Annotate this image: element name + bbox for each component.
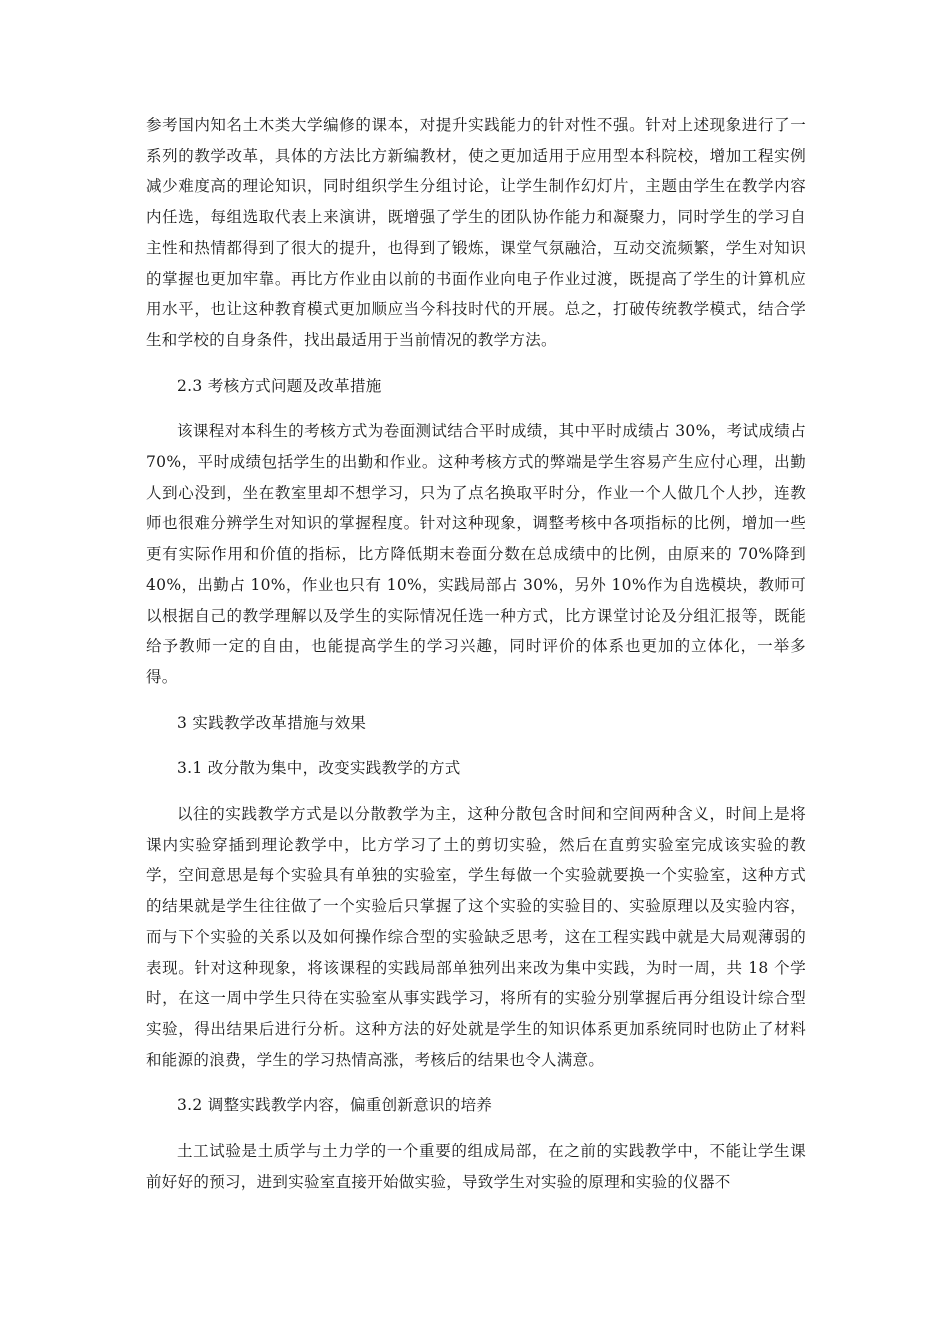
spacer [146, 1121, 806, 1136]
section-heading-3: 3 实践教学改革措施与效果 [177, 713, 367, 732]
spacer [146, 738, 806, 753]
paragraph-teaching-reform: 参考国内知名土木类大学编修的课本，对提升实践能力的针对性不强。针对上述现象进行了一系列的教学改革，具体的方法比方新编教材，使之更加适用于应用型本科院校，增加工程实例减少难度高的理论知识，同时组织学生分组讨论，让学生制作幻灯片，主题由学生在教学内容内任选，每组选取代表上来演讲，既增强了学生的团队协作能力和凝聚力，同时学生的学习自主性和热情都得到了很大的提升，也得到了锻炼，课堂气氛融洽，互动交流频繁，学生对知识的掌握也更加牢靠。再比方作业由以前的书面作业向电子作业过渡，既提高了学生的计算机应用水平，也让这种教育模式更加顺应当今科技时代的开展。总之，打破传统教学模式，结合学生和学校的自身条件，找出最适用于当前情况的教学方法。 [146, 116, 806, 349]
spacer [146, 401, 806, 416]
spacer [146, 693, 806, 708]
section-heading-2-3: 2.3 考核方式问题及改革措施 [177, 376, 382, 395]
spacer [146, 356, 806, 371]
section-heading-3-1: 3.1 改分散为集中，改变实践教学的方式 [177, 759, 461, 778]
section-heading-3-2: 3.2 调整实践教学内容，偏重创新意识的培养 [177, 1096, 493, 1115]
paragraph-soil-test: 土工试验是土质学与土力学的一个重要的组成局部，在之前的实践教学中，不能让学生课前好好的预习，进到实验室直接开始做实验，导致学生对实验的原理和实验的仪器不 [146, 1142, 806, 1191]
spacer [146, 1075, 806, 1090]
document-page [146, 110, 806, 1198]
paragraph-assessment: 该课程对本科生的考核方式为卷面测试结合平时成绩，其中平时成绩占 30%，考试成绩占 70%，平时成绩包括学生的出勤和作业。这种考核方式的弊端是学生容易产生应付心理，出勤人到心没到，坐在教室里却不想学习，只为了点名换取平时分，作业一个人做几个人抄，连教师也很难分辨学生对知识的掌握程度。针对这种现象，调整考核中各项指标的比例，增加一些更有实际作用和价值的指标，比方降低期末卷面分数在总成绩中的比例，由原来的 70%降到 40%，出勤占 10%，作业也只有 10%，实践局部占 30%，另外 10%作为自选模块，教师可以根据自己的教学理解以及学生的实际情况任选一种方式，比方课堂讨论及分组汇报等，既能给予教师一定的自由，也能提高学生的学习兴趣，同时评价的体系也更加的立体化，一举多得。 [146, 422, 806, 686]
spacer [146, 784, 806, 799]
paragraph-centralized-practice: 以往的实践教学方式是以分散教学为主，这种分散包含时间和空间两种含义，时间上是将课内实验穿插到理论教学中，比方学习了土的剪切实验，然后在直剪实验室完成该实验的教学，空间意思是每个实验具有单独的实验室，学生每做一个实验就要换一个实验室，这种方式的结果就是学生往往做了一个实验后只掌握了这个实验的实验目的、实验原理以及实验内容，而与下个实验的关系以及如何操作综合型的实验缺乏思考，这在工程实践中就是大局观薄弱的表现。针对这种现象，将该课程的实践局部单独列出来改为集中实践，为时一周，共 18 个学时，在这一周中学生只待在实验室从事实践学习，将所有的实验分别掌握后再分组设计综合型实验，得出结果后进行分析。这种方法的好处就是学生的知识体系更加系统同时也防止了材料和能源的浪费，学生的学习热情高涨，考核后的结果也令人满意。 [146, 805, 806, 1069]
